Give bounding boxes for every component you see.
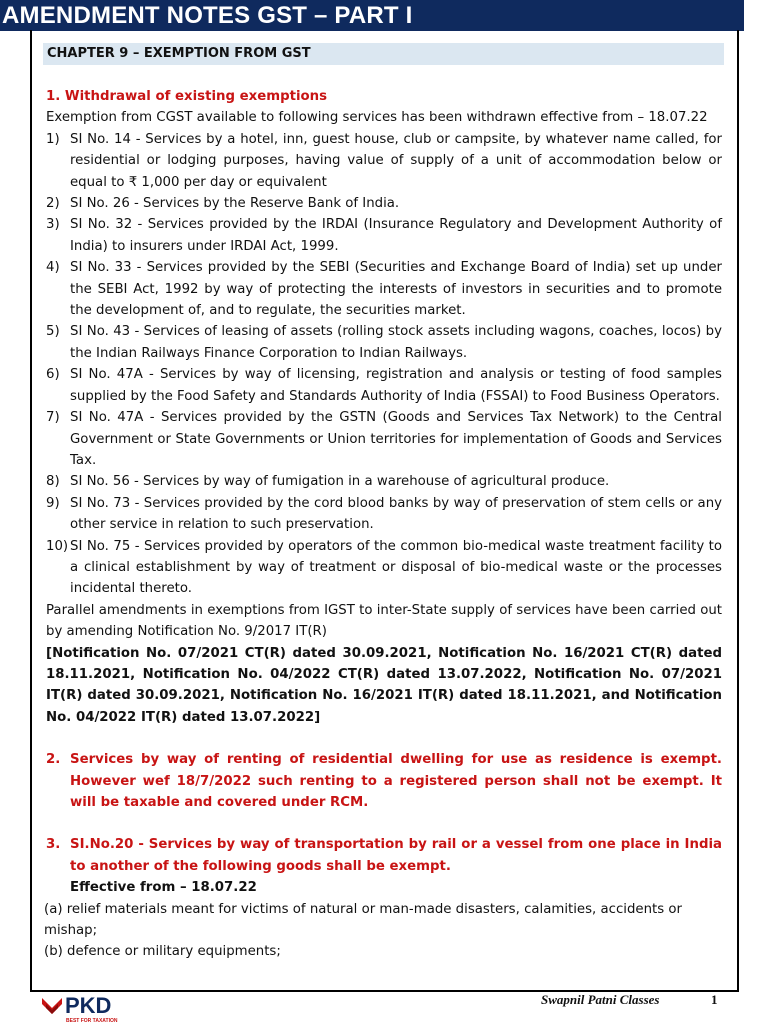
exemption-item <box>46 493 722 536</box>
exemption-item-text: SI No. 47A - Services provided by the GSTN (Goods and Services Tax Network) to the Central Government or State Governments or Union territories for implementation of Goods and Services Tax. <box>70 410 722 468</box>
exemption-item-number: 1) <box>46 131 60 147</box>
section-1-heading: 1. Withdrawal of existing exemptions <box>46 89 328 104</box>
exemption-item-number: 3) <box>46 217 60 233</box>
exemption-item <box>46 364 722 407</box>
exemption-item-number: 5) <box>46 324 60 340</box>
exemption-item-text: SI No. 43 - Services of leasing of assets (rolling stock assets including wagons, coaches, locos) by the Indian Railways Finance Corporation to Indian Railways. <box>70 324 722 361</box>
exemption-item-text: SI No. 33 - Services provided by the SEBI (Securities and Exchange Board of India) set up under the SEBI Act, 1992 by way of protecting the interests of investors in securities and to promote the development of, and to regulate, the securities market. <box>70 260 722 319</box>
exemption-item <box>46 407 722 471</box>
section-2-text: Services by way of renting of residential dwelling for use as residence is exempt. However wef 18/7/2022 such renting to a registered person shall not be exempt. It will be taxable and covered under RCM. <box>70 752 722 810</box>
exemption-item <box>46 536 722 600</box>
exemption-item-number: 2) <box>46 196 60 212</box>
exemption-item-text: SI No. 75 - Services provided by operators of the common bio-medical waste treatment facility to a clinical establishment by way of treatment or disposal of bio-medical waste or the processes incidental thereto. <box>70 538 722 597</box>
exemption-item-number: 8) <box>46 474 60 490</box>
section-3-item-b: (b) defence or military equipments; <box>44 944 281 960</box>
logo-text: PKD <box>65 993 112 1018</box>
exemption-item <box>46 129 722 193</box>
section-3-number: 3. <box>46 837 61 853</box>
section-2-number: 2. <box>46 752 61 768</box>
section-3-effective-date: Effective from – 18.07.22 <box>70 880 257 896</box>
page-header-banner: AMENDMENT NOTES GST – PART I <box>0 0 744 31</box>
section-3-text: SI.No.20 - Services by way of transportation by rail or a vessel from one place in India to another of the following goods shall be exempt. <box>70 837 722 874</box>
exemption-item <box>46 257 722 321</box>
exemption-item <box>46 193 722 214</box>
parallel-amendment-text: Parallel amendments in exemptions from IGST to inter-State supply of services have been carried out by amending Notification No. 9/2017 IT(R) <box>46 602 722 640</box>
exemption-item-text: SI No. 26 - Services by the Reserve Bank of India. <box>70 196 400 212</box>
exemption-item-text: SI No. 56 - Services by way of fumigation in a warehouse of agricultural produce. <box>70 474 610 490</box>
footer-brand: Swapnil Patni Classes <box>541 992 660 1007</box>
exemption-item-number: 9) <box>46 495 60 511</box>
exemption-item-number: 10) <box>46 538 69 554</box>
exemption-item-text: SI No. 14 - Services by a hotel, inn, guest house, club or campsite, by whatever name called, for residential or lodging purposes, having value of supply of a unit of accommodation below or equal to ₹ 1,000 per day or equivalent <box>70 131 722 190</box>
section-2 <box>46 749 722 813</box>
exemption-item-text: SI No. 73 - Services provided by the cord blood banks by way of preservation of stem cells or any other service in relation to such preservation. <box>70 495 722 533</box>
exemption-item-text: SI No. 47A - Services by way of licensing, registration and analysis or testing of food samples supplied by the Food Safety and Standards Authority of India (FSSAI) to Food Business Operators. <box>70 367 722 404</box>
exemption-item <box>46 321 722 364</box>
exemption-list <box>46 129 722 600</box>
exemption-item-number: 4) <box>46 260 60 276</box>
exemption-item-number: 7) <box>46 410 60 426</box>
section-3-item-a: (a) relief materials meant for victims of natural or man-made disasters, calamities, accidents or mishap; <box>44 901 682 939</box>
section-1-intro: Exemption from CGST available to following services has been withdrawn effective from – 18.07.22 <box>46 110 708 126</box>
chapter-title: CHAPTER 9 – EXEMPTION FROM GST <box>43 43 724 65</box>
notification-references: [Notification No. 07/2021 CT(R) dated 30.09.2021, Notification No. 16/2021 CT(R) dated 18.11.2021, Notification No. 04/2022 CT(R) dated 13.07.2022, Notification No. 07/2021 IT(R) dated 30.09.2021, Notification No. 16/2021 IT(R) dated 18.11.2021, and Notification No. 04/2022 IT(R) dated 13.07.2022] <box>46 645 722 725</box>
exemption-item <box>46 471 722 492</box>
logo-mark-icon <box>40 994 64 1018</box>
logo-tagline: BEST FOR TAXATION <box>66 1018 118 1024</box>
exemption-item-text: SI No. 32 - Services provided by the IRDAI (Insurance Regulatory and Development Authority of India) to insurers under IRDAI Act, 1999. <box>70 217 722 254</box>
exemption-item <box>46 214 722 257</box>
section-3 <box>46 834 722 877</box>
page-number: 1 <box>711 992 718 1007</box>
exemption-item-number: 6) <box>46 367 60 383</box>
pkd-logo <box>40 994 111 1018</box>
document-body <box>46 86 722 963</box>
